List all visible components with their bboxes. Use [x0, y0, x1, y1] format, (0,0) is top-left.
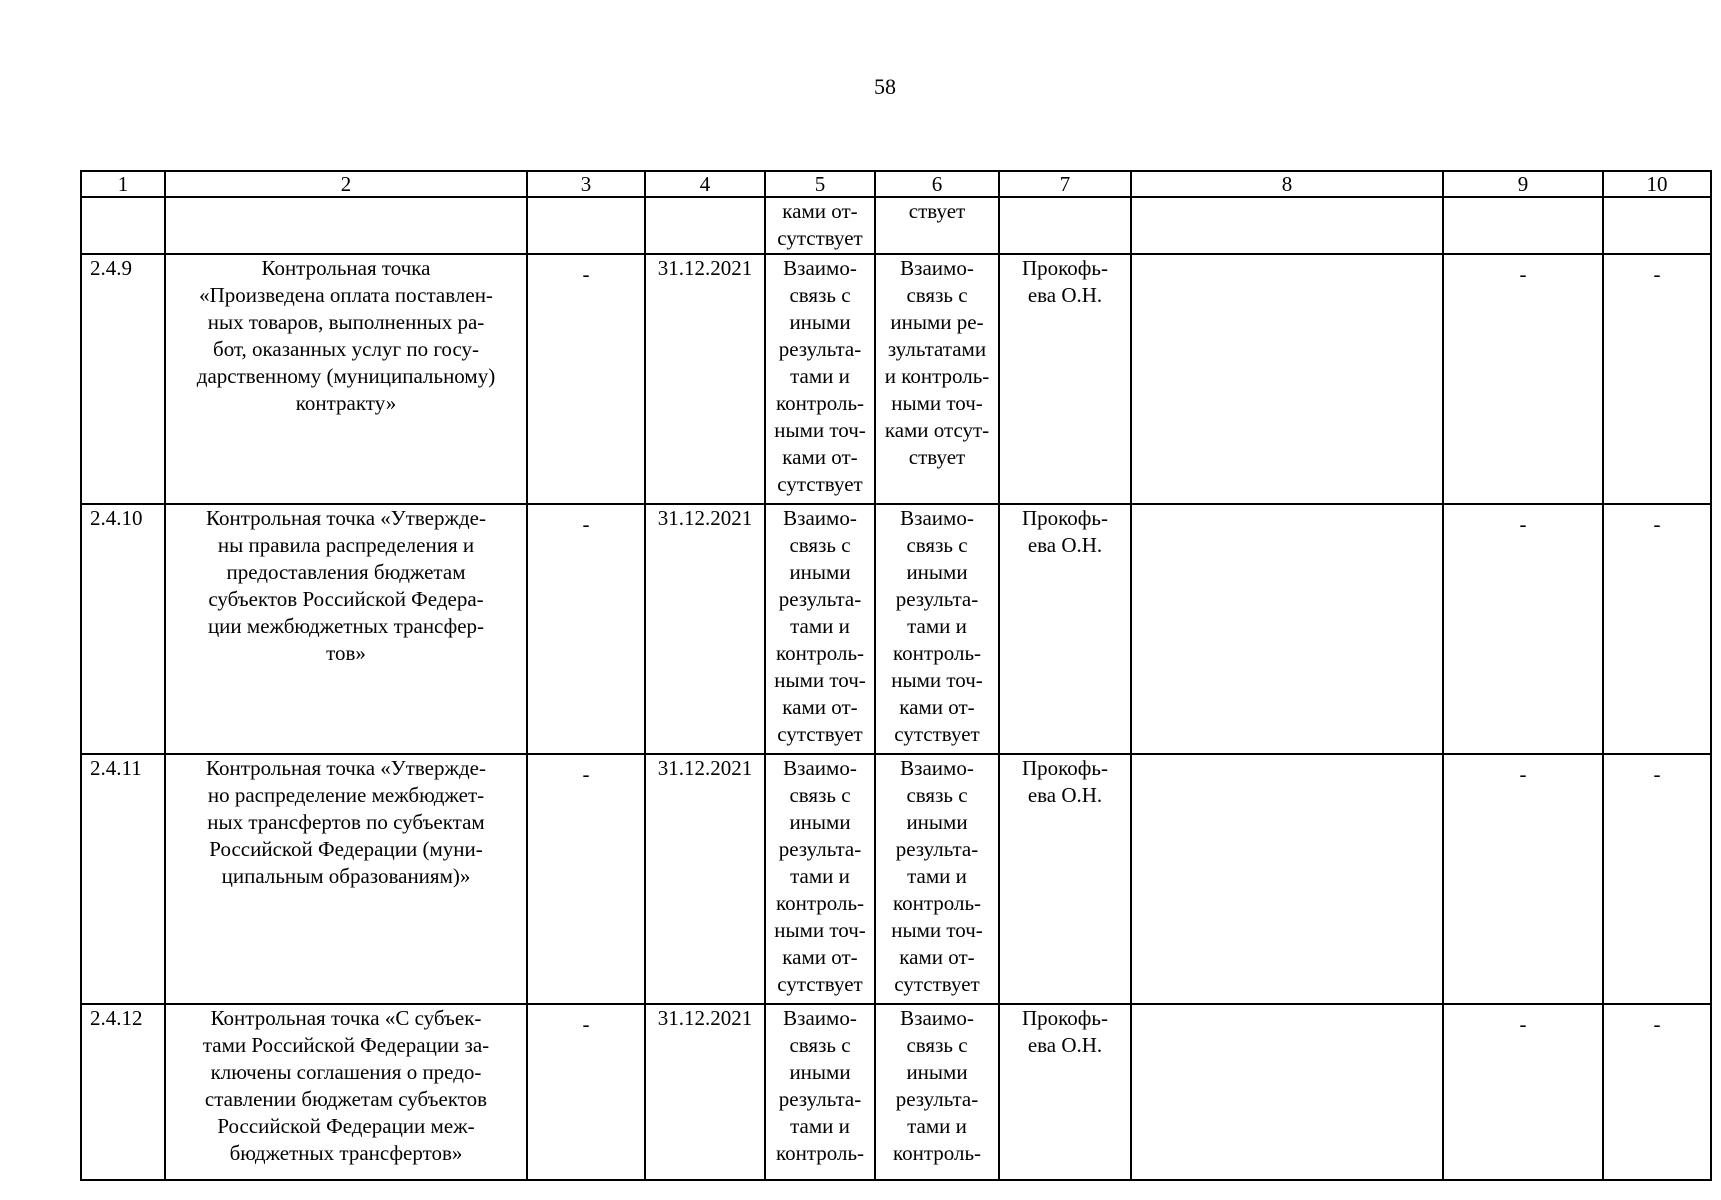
row-number: 2.4.12 [81, 1004, 165, 1180]
responsible-person: Прокофь- ева О.Н. [999, 254, 1131, 504]
empty-cell [81, 197, 165, 254]
relations-results-cell: Взаимо- связь с иными результа- тами и контроль- ными точ- ками от- сутствует [765, 504, 875, 754]
table-row [81, 254, 1711, 504]
column-3-value: - [527, 1004, 645, 1180]
control-points-table [80, 170, 1712, 1181]
relations-results-cell: Взаимо- связь с иными результа- тами и контроль- [765, 1004, 875, 1180]
empty-cell [1443, 197, 1603, 254]
continuation-row [81, 197, 1711, 254]
empty-cell [999, 197, 1131, 254]
relations-results-cell: Взаимо- связь с иными результа- тами и контроль- ными точ- ками от- сутствует [765, 254, 875, 504]
control-point-name: Контрольная точка «Утвержде- но распределение межбюджет- ных трансфертов по субъектам Российской Федерации (муни- ципальным образованиям)» [165, 754, 527, 1004]
deadline-date: 31.12.2021 [645, 254, 765, 504]
column-10-value: - [1603, 754, 1711, 1004]
responsible-person: Прокофь- ева О.Н. [999, 1004, 1131, 1180]
column-3-value: - [527, 504, 645, 754]
table-row [81, 1004, 1711, 1180]
empty-cell [1603, 197, 1711, 254]
control-point-name: Контрольная точка «Произведена оплата поставлен- ных товаров, выполненных ра- бот, оказанных услуг по госу- дарственному (муниципальному) контракту» [165, 254, 527, 504]
column-9-value: - [1443, 1004, 1603, 1180]
column-number: 3 [527, 171, 645, 197]
column-number-row [81, 171, 1711, 197]
responsible-person: Прокофь- ева О.Н. [999, 754, 1131, 1004]
relations-control-points-cell: Взаимо- связь с иными ре- зультатами и контроль- ными точ- ками отсут- ствует [875, 254, 999, 504]
column-number: 5 [765, 171, 875, 197]
deadline-date: 31.12.2021 [645, 504, 765, 754]
column-3-value: - [527, 254, 645, 504]
column-number: 4 [645, 171, 765, 197]
empty-cell [645, 197, 765, 254]
row-number: 2.4.10 [81, 504, 165, 754]
deadline-date: 31.12.2021 [645, 1004, 765, 1180]
column-3-value: - [527, 754, 645, 1004]
table-row [81, 504, 1711, 754]
table-row [81, 754, 1711, 1004]
column-8-value [1131, 504, 1443, 754]
column-number: 9 [1443, 171, 1603, 197]
relations-control-points-cell: ствует [875, 197, 999, 254]
column-number: 10 [1603, 171, 1711, 197]
empty-cell [165, 197, 527, 254]
row-number: 2.4.11 [81, 754, 165, 1004]
column-8-value [1131, 254, 1443, 504]
control-point-name: Контрольная точка «С субъек- тами Российской Федерации за- ключены соглашения о предо- ставлении бюджетам субъектов Российской Федерации меж- бюджетных трансфертов» [165, 1004, 527, 1180]
column-number: 6 [875, 171, 999, 197]
column-10-value: - [1603, 1004, 1711, 1180]
page-number: 58 [874, 74, 896, 99]
column-number: 8 [1131, 171, 1443, 197]
relations-control-points-cell: Взаимо- связь с иными результа- тами и контроль- [875, 1004, 999, 1180]
column-10-value: - [1603, 254, 1711, 504]
relations-control-points-cell: Взаимо- связь с иными результа- тами и контроль- ными точ- ками от- сутствует [875, 504, 999, 754]
control-point-name: Контрольная точка «Утвержде- ны правила распределения и предоставления бюджетам субъектов Российской Федера- ции межбюджетных трансфер- тов» [165, 504, 527, 754]
deadline-date: 31.12.2021 [645, 754, 765, 1004]
row-number: 2.4.9 [81, 254, 165, 504]
responsible-person: Прокофь- ева О.Н. [999, 504, 1131, 754]
column-number: 7 [999, 171, 1131, 197]
column-number: 1 [81, 171, 165, 197]
column-9-value: - [1443, 504, 1603, 754]
relations-results-cell: Взаимо- связь с иными результа- тами и контроль- ными точ- ками от- сутствует [765, 754, 875, 1004]
empty-cell [1131, 197, 1443, 254]
column-10-value: - [1603, 504, 1711, 754]
column-8-value [1131, 754, 1443, 1004]
column-9-value: - [1443, 254, 1603, 504]
column-8-value [1131, 1004, 1443, 1180]
empty-cell [527, 197, 645, 254]
relations-control-points-cell: Взаимо- связь с иными результа- тами и контроль- ными точ- ками от- сутствует [875, 754, 999, 1004]
relations-results-cell: ками от- сутствует [765, 197, 875, 254]
column-9-value: - [1443, 754, 1603, 1004]
column-number: 2 [165, 171, 527, 197]
